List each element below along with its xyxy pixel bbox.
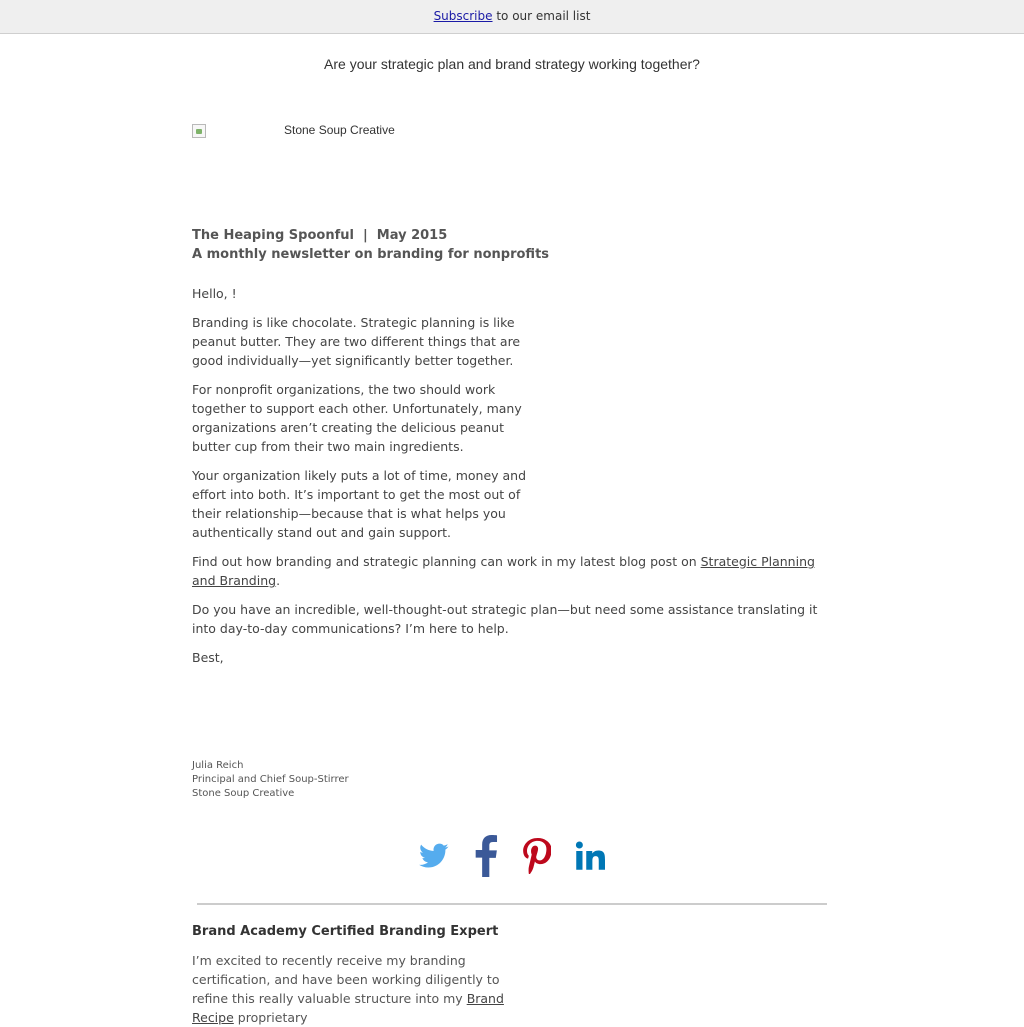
- certification-title: Brand Academy Certified Branding Expert: [192, 924, 499, 939]
- certification-text-end: proprietary: [233, 1010, 308, 1025]
- logo: [192, 123, 832, 163]
- paragraph-4: [192, 552, 832, 590]
- paragraph-4-end: .: [276, 573, 281, 588]
- email-headline: Are your strategic plan and brand strategy working together?: [324, 56, 700, 72]
- broken-image-icon: [192, 124, 206, 138]
- subscribe-bar-text: to our email list: [492, 9, 591, 23]
- paragraph-5: Do you have an incredible, well-thought-out strategic plan—but need some assistance translating it into day-to-day communications? I’m here to help.: [192, 602, 818, 636]
- linkedin-icon[interactable]: [575, 841, 605, 875]
- paragraph-2: For nonprofit organizations, the two should work together to support each other. Unfortunately, many organizations aren’t creating the delicious peanut butter cup from their two main ingredients.: [192, 382, 522, 454]
- signature: [192, 759, 832, 801]
- twitter-icon[interactable]: [419, 843, 449, 873]
- newsletter-title-line1: The Heaping Spoonful | May 2015: [192, 228, 448, 243]
- paragraph-3: Your organization likely puts a lot of time, money and effort into both. It’s important to get the most out of their relationship—because that is what helps you authentically stand out and gain support.: [192, 468, 527, 540]
- signature-name: Julia Reich: [192, 760, 244, 771]
- greeting: Hello, !: [192, 286, 237, 301]
- closing: Best,: [192, 650, 224, 665]
- subscribe-link[interactable]: Subscribe: [433, 9, 493, 23]
- newsletter-title-line2: A monthly newsletter on branding for nonprofits: [192, 247, 550, 262]
- section-divider: [197, 903, 827, 905]
- social-links: [192, 833, 832, 883]
- certification-text-start: I’m excited to recently receive my branding certification, and have been working diligently to refine this really valuable structure into my: [192, 953, 500, 1006]
- paragraph-1: Branding is like chocolate. Strategic planning is like peanut butter. They are two different things that are good individually—yet significantly better together.: [192, 315, 521, 368]
- subscribe-bar: [0, 0, 1024, 34]
- paragraph-4-text: Find out how branding and strategic planning can work in my latest blog post on: [192, 554, 701, 569]
- newsletter-title: [192, 226, 832, 264]
- facebook-icon[interactable]: [473, 835, 499, 881]
- newsletter-content: [192, 123, 832, 1027]
- pinterest-icon[interactable]: [523, 838, 551, 878]
- signature-role: Principal and Chief Soup-Stirrer: [192, 774, 349, 785]
- logo-alt-text: Stone Soup Creative: [284, 123, 395, 137]
- signature-company: Stone Soup Creative: [192, 788, 295, 799]
- brand-recipe-link[interactable]: Brand Recipe: [192, 991, 504, 1025]
- blog-post-link[interactable]: Strategic Planning and Branding: [192, 554, 815, 588]
- certification-text: [192, 951, 532, 1027]
